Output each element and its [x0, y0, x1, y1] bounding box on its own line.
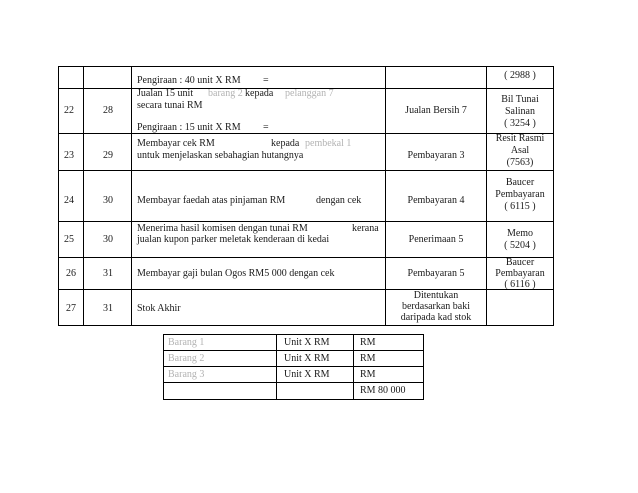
row-day: 30	[103, 195, 113, 206]
account-note: berdasarkan baki	[401, 301, 471, 312]
stock-unit-label: Unit X RM	[284, 369, 330, 380]
table-border-line	[58, 325, 554, 326]
stock-total-amount: RM 80 000	[360, 385, 406, 396]
document-ref: Baucer	[505, 257, 535, 268]
table-border-line	[353, 334, 354, 400]
description-text: kerana	[352, 223, 379, 234]
table-border-line	[83, 66, 84, 326]
account-name: Pembayaran 4	[407, 195, 465, 206]
table-border-line	[163, 350, 423, 351]
stock-amount: RM	[360, 337, 376, 348]
table-border-line	[276, 334, 277, 400]
supplier-placeholder: pembekal 1	[305, 138, 352, 149]
equals-sign: =	[263, 122, 269, 133]
document-ref: Baucer	[505, 177, 535, 188]
account-name: Pembayaran 3	[407, 150, 465, 161]
document-ref: ( 6115 )	[504, 201, 536, 212]
account-note: Ditentukan	[413, 290, 459, 301]
document-ref: Resit Rasmi	[495, 133, 545, 144]
account-name: Penerimaan 5	[408, 234, 464, 245]
row-number: 24	[64, 195, 74, 206]
row-number: 23	[64, 150, 74, 161]
account-name: Pembayaran 5	[407, 268, 465, 279]
table-border-line	[58, 133, 554, 134]
table-border-line	[163, 399, 423, 400]
row-day: 30	[103, 234, 113, 245]
row-number: 25	[64, 234, 74, 245]
account-note: daripada kad stok	[400, 312, 472, 323]
row-day: 31	[103, 303, 113, 314]
table-border-line	[58, 221, 554, 222]
row-day: 29	[103, 150, 113, 161]
description-text: secara tunai RM	[137, 100, 203, 111]
row-number: 27	[66, 303, 76, 314]
description-text: jualan kupon parker meletak kenderaan di kedai	[137, 234, 330, 245]
stock-amount: RM	[360, 369, 376, 380]
table-border-line	[58, 66, 59, 326]
document-ref: Memo	[506, 228, 534, 239]
equals-sign: =	[263, 75, 269, 86]
document-ref: Pembayaran	[495, 268, 545, 279]
row-number: 22	[64, 105, 74, 116]
table-border-line	[553, 66, 554, 326]
document-ref: Asal	[510, 145, 530, 156]
stock-item-label: Barang 1	[168, 337, 205, 348]
stock-unit-label: Unit X RM	[284, 337, 330, 348]
description-text: Jualan 15 unit	[137, 88, 194, 99]
calculation-text: Pengiraan : 15 unit X RM	[137, 122, 241, 133]
table-border-line	[58, 170, 554, 171]
document-ref: Salinan	[505, 106, 535, 117]
row-day: 31	[103, 268, 113, 279]
description-text: dengan cek	[316, 195, 362, 206]
description-text: kepada	[271, 138, 300, 149]
stock-amount: RM	[360, 353, 376, 364]
calculation-text: Pengiraan : 40 unit X RM	[137, 75, 241, 86]
item-placeholder: barang 2	[208, 88, 243, 99]
description-text: Membayar cek RM	[137, 138, 215, 149]
table-border-line	[163, 382, 423, 383]
table-border-line	[163, 366, 423, 367]
description-text: Membayar gaji bulan Ogos RM5 000 dengan cek	[137, 268, 335, 279]
table-border-line	[58, 257, 554, 258]
table-border-line	[423, 334, 424, 400]
stock-unit-label: Unit X RM	[284, 353, 330, 364]
description-text: untuk menjelaskan sebahagian hutangnya	[137, 150, 304, 161]
document-ref: Bil Tunai	[501, 94, 539, 105]
table-border-line	[131, 66, 132, 326]
document-ref: (7563)	[506, 157, 534, 168]
stock-item-label: Barang 2	[168, 353, 205, 364]
document-ref: Pembayaran	[495, 189, 545, 200]
document-ref: ( 3254 )	[504, 118, 536, 129]
stock-item-label: Barang 3	[168, 369, 205, 380]
description-text: Membayar faedah atas pinjaman RM	[137, 195, 286, 206]
description-text: Stok Akhir	[137, 303, 181, 314]
account-name: Jualan Bersih 7	[405, 105, 467, 116]
description-text: kepada	[245, 88, 274, 99]
table-border-line	[163, 334, 164, 400]
row-day: 28	[103, 105, 113, 116]
document-ref: ( 5204 )	[504, 240, 536, 251]
row-number: 26	[66, 268, 76, 279]
document-ref: ( 2988 )	[504, 70, 536, 81]
table-border-line	[58, 66, 554, 67]
description-text: Menerima hasil komisen dengan tunai RM	[137, 223, 308, 234]
table-border-line	[163, 334, 423, 335]
document-ref: ( 6116 )	[504, 279, 536, 290]
customer-placeholder: pelanggan 7	[285, 88, 334, 99]
